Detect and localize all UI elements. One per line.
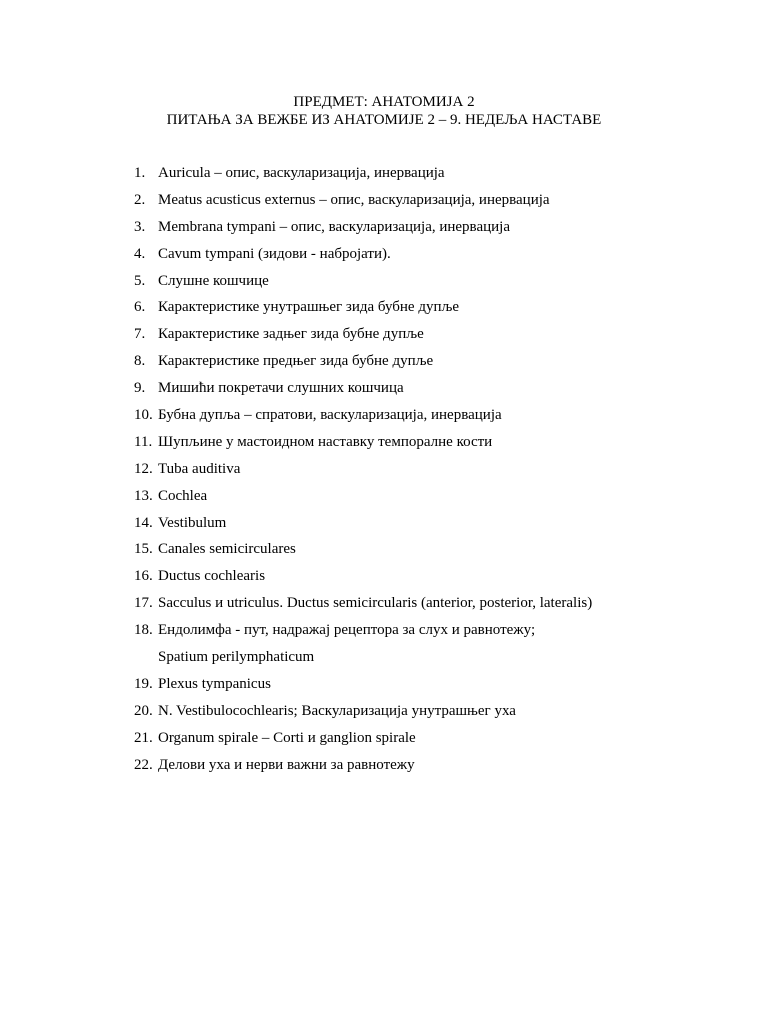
question-text: Cochlea (158, 487, 208, 504)
question-number: 21. (134, 729, 153, 746)
question-number: 2. (134, 191, 146, 208)
subject-title: ПРЕДМЕТ: АНАТОМИЈА 2 (293, 94, 475, 110)
question-text: Meatus acusticus externus – опис, васкуларизација, инервација (158, 191, 550, 208)
question-text: Карактеристике предњег зида бубне дупље (158, 353, 434, 370)
question-text: Делови уха и нерви важни за равнотежу (158, 756, 415, 773)
question-item (0, 486, 768, 513)
question-item (0, 432, 768, 459)
question-text: Карактеристике унутрашњег зида бубне дупље (158, 299, 460, 316)
question-item (0, 217, 768, 244)
question-number: 4. (134, 245, 146, 262)
question-text-continuation: Spatium perilymphaticum (158, 649, 315, 666)
question-number: 15. (134, 541, 153, 558)
question-text: Plexus tympanicus (158, 675, 271, 692)
question-text: N. Vestibulocochlearis; Васкуларизација унутрашњег уха (158, 702, 516, 719)
question-number: 10. (134, 407, 153, 424)
question-number: 1. (134, 165, 146, 181)
question-text: Vestibulum (158, 514, 227, 531)
question-item (0, 324, 768, 351)
question-number: 16. (134, 568, 153, 585)
question-text: Cavum tympani (зидови - набројати). (158, 245, 391, 262)
question-number: 9. (134, 380, 146, 397)
question-item (0, 459, 768, 486)
question-number: 7. (134, 326, 146, 343)
question-number: 12. (134, 460, 153, 477)
question-number: 14. (134, 514, 153, 531)
question-item (0, 728, 768, 755)
question-text: Ductus cochlearis (158, 568, 266, 585)
question-number: 17. (134, 595, 153, 612)
question-item (0, 539, 768, 566)
question-item (0, 620, 768, 674)
question-number: 6. (134, 299, 146, 316)
question-item (0, 351, 768, 378)
question-number: 11. (134, 433, 153, 450)
question-number: 19. (134, 675, 153, 692)
question-text: Tuba auditiva (158, 460, 241, 477)
question-text: Canales semicirculares (158, 541, 296, 558)
question-number: 18. (134, 622, 153, 639)
question-item (0, 566, 768, 593)
question-text: Membrana tympani – опис, васкуларизација, инервација (158, 218, 510, 235)
question-text: Ендолимфа - пут, надражај рецептора за слух и равнотежу; (158, 622, 536, 639)
questions-title: ПИТАЊА ЗА ВЕЖБЕ ИЗ АНАТОМИЈЕ 2 – 9. НЕДЕЉА НАСТАВЕ (166, 112, 602, 128)
question-item (0, 405, 768, 432)
question-item (0, 593, 768, 620)
question-item (0, 190, 768, 217)
question-list (0, 163, 768, 782)
question-text: Карактеристике задњег зида бубне дупље (158, 326, 424, 343)
question-item (0, 163, 768, 190)
question-item (0, 271, 768, 298)
question-text: Auricula – опис, васкуларизација, инервација (158, 165, 445, 181)
question-item (0, 674, 768, 701)
question-text: Sacculus и utriculus. Ductus semicircularis (anterior, posterior, lateralis) (158, 595, 593, 612)
question-number: 13. (134, 487, 153, 504)
question-item (0, 701, 768, 728)
question-text: Бубна дупља – спратови, васкуларизација, инервација (158, 407, 502, 424)
question-number: 8. (134, 353, 146, 370)
question-number: 5. (134, 272, 146, 289)
question-number: 22. (134, 756, 153, 773)
question-number: 20. (134, 702, 153, 719)
question-text: Шупљине у мастоидном наставку темпоралне кости (158, 433, 493, 450)
question-text: Organum spirale – Corti и ganglion spirale (158, 729, 416, 746)
question-item (0, 755, 768, 782)
question-text: Мишићи покретачи слушних кошчица (158, 380, 404, 397)
question-item (0, 513, 768, 540)
question-text: Слушне кошчице (158, 272, 269, 289)
question-item (0, 297, 768, 324)
document-header (0, 93, 768, 129)
question-item (0, 244, 768, 271)
question-number: 3. (134, 218, 146, 235)
question-item (0, 378, 768, 405)
